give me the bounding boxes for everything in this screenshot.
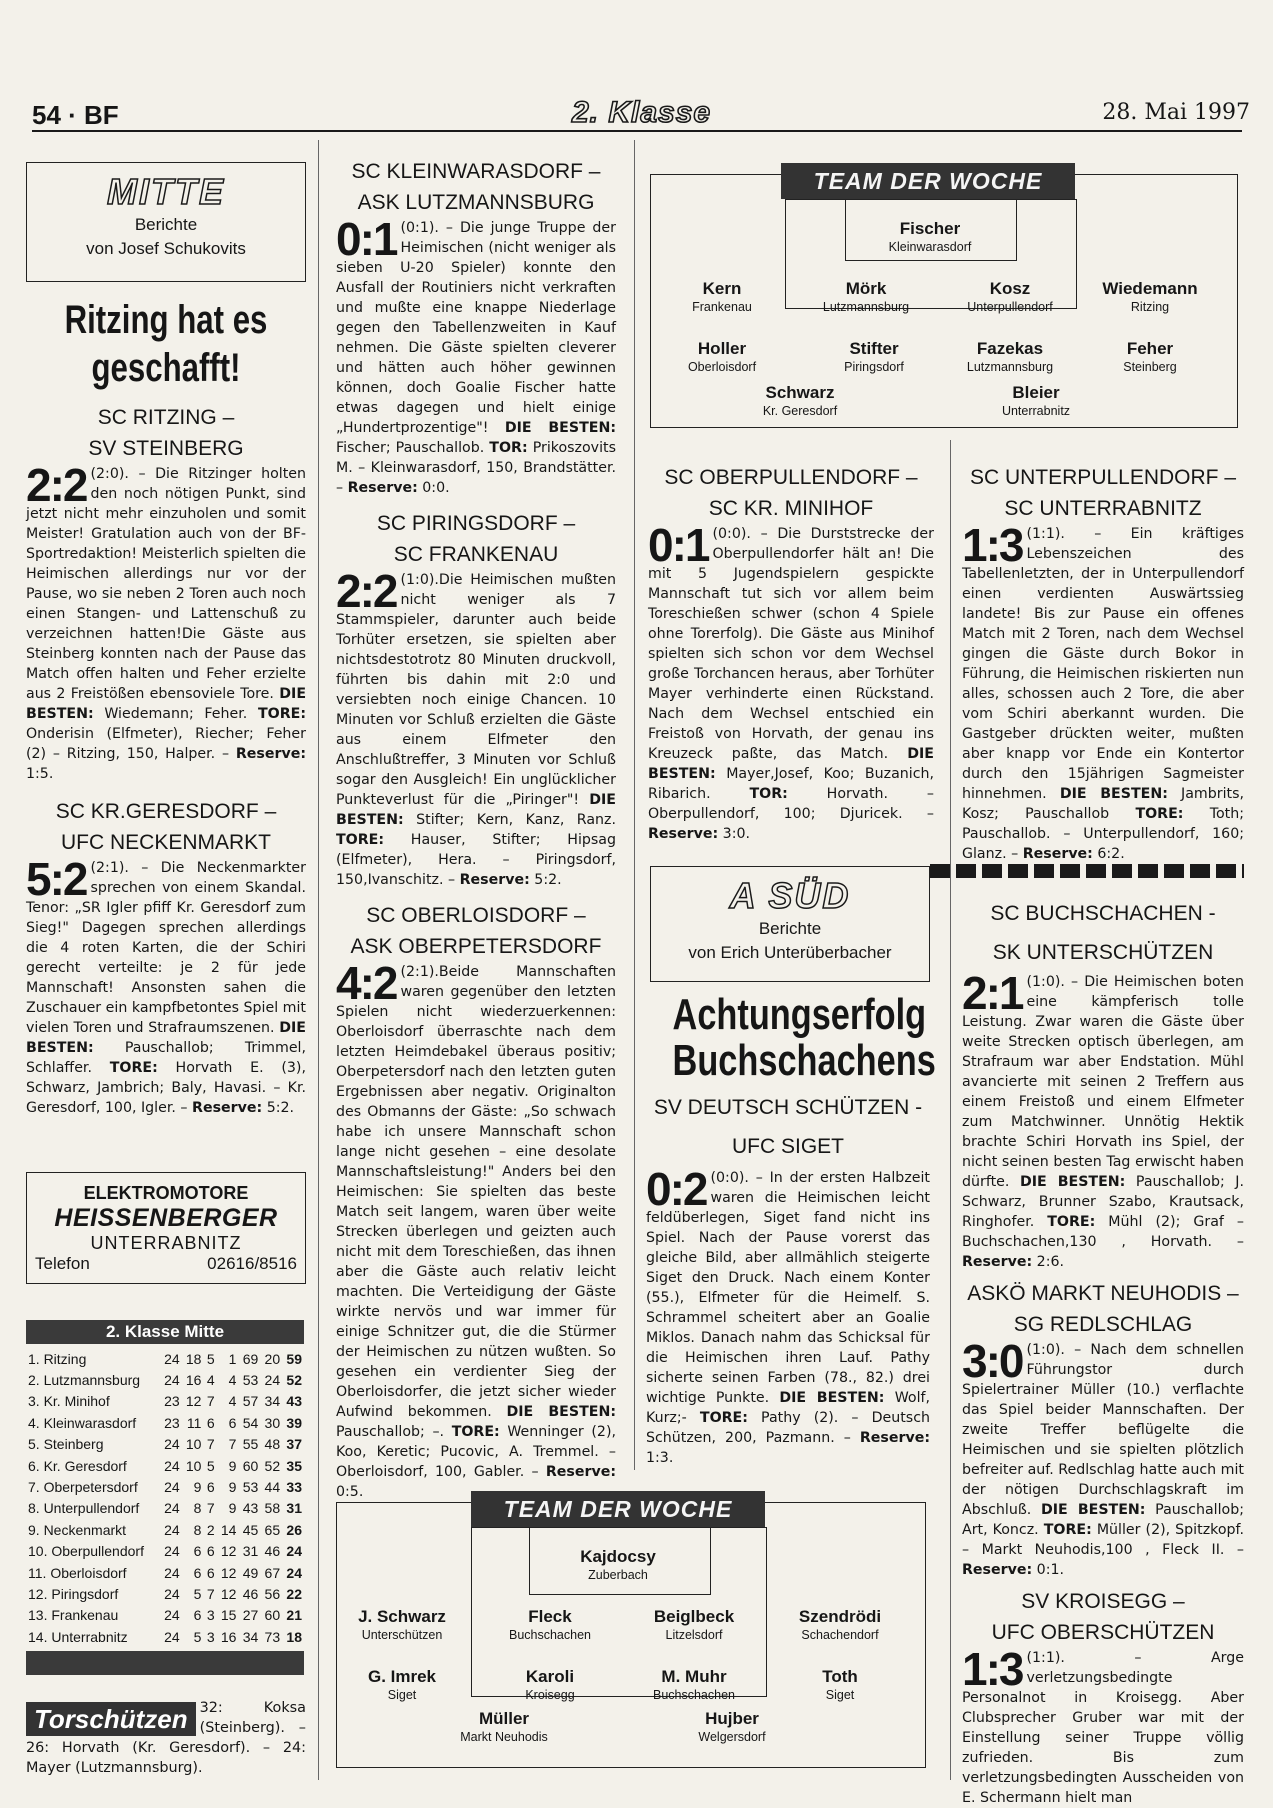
stat-cell: 60 <box>264 1607 281 1624</box>
match-heading: SC OBERPULLENDORF – <box>664 466 918 489</box>
stat-cell: 35 <box>286 1457 302 1474</box>
standings-row <box>26 1348 304 1369</box>
stat-cell: 31 <box>286 1500 302 1517</box>
stat-cell: 23 <box>164 1393 180 1410</box>
stat-cell: 10 <box>185 1436 202 1453</box>
stat-cell: 12 <box>220 1564 237 1581</box>
stat-cell: 6 <box>206 1564 215 1581</box>
match-heading: SC UNTERPULLENDORF – <box>969 466 1237 489</box>
team-name: 11. Oberloisdorf <box>28 1564 127 1581</box>
standings-row <box>26 1369 304 1390</box>
headline-ritzing: Ritzing hat es geschafft! <box>64 298 268 390</box>
stat-cell: 24 <box>286 1564 302 1581</box>
match-heading: ASK OBERPETERSDORF <box>350 935 602 958</box>
headline-buchschachen: Achtungserfolg Buchschachens <box>672 990 936 1085</box>
stat-cell: 24 <box>264 1372 281 1389</box>
team-name: 1. Ritzing <box>28 1350 87 1367</box>
standings-row <box>26 1412 304 1433</box>
standings-table <box>26 1320 304 1675</box>
stat-cell: 4 <box>228 1393 237 1410</box>
stat-cell: 26 <box>286 1521 302 1538</box>
match-report: 0:1 (0:0). – Die Durststrecke der Oberpullendorfer hält an! Die mit 5 Jugendspielern gespickte Mannschaft tut sich vor allem beim Toreschießen schwer (schon 4 Spiele ohne Torerfolg). Die Gäste aus Minihof spielten sich schon vor dem Wechsel große Torchancen heraus, aber Torhüter Mayer verhinderte einen Rückstand. Nach dem Wechsel entschied ein Freistoß von Horvath, der genau ins Kreuzeck paßte, das Match. DIE BESTEN: Mayer,Josef, Koo; Buzanich, Ribarich. TOR: Horvath. – Oberpullendorf, 100; Djuricek. – Reserve: 3:0. <box>648 519 934 842</box>
stat-cell: 9 <box>193 1479 202 1496</box>
standings-rows <box>26 1348 304 1647</box>
stat-cell: 27 <box>242 1607 259 1624</box>
stat-cell: 7 <box>228 1436 237 1453</box>
stat-cell: 43 <box>286 1393 302 1410</box>
match-score: 2:2 <box>336 565 397 617</box>
stat-cell: 24 <box>286 1543 302 1560</box>
team-player: Holler Oberloisdorf <box>687 339 757 374</box>
stat-cell: 6 <box>206 1414 215 1431</box>
stat-cell: 23 <box>164 1414 180 1431</box>
stat-cell: 59 <box>286 1350 302 1367</box>
stat-cell: 15 <box>220 1607 237 1624</box>
match-report: 3:0 (1:0). – Nach dem schnellen Führungstor durch Spielertrainer Müller (10.) verflachte das Spiel beider Mannschaften. Der zweite Treffer beflügelte die Heimischen und sie spielten plötzlich befreiter auf. Redlschlag hatte auch mit der nötigen Durchschlagskraft im Abschluß. DIE BESTEN: Pauschallob; Art, Koncz. TORE: Müller (2), Spitzkopf. – Markt Neuhodis,100 , Fleck II. – Reserve: 0:1. <box>962 1335 1245 1578</box>
stat-cell: 24 <box>164 1564 180 1581</box>
stat-cell: 20 <box>264 1350 281 1367</box>
stat-cell: 2 <box>206 1521 215 1538</box>
sued-author: von Erich Unterüberbacher <box>688 943 892 962</box>
stat-cell: 6 <box>193 1543 202 1560</box>
team-player: Beiglbeck Litzelsdorf <box>653 1607 735 1642</box>
match-heading: SC RITZING – <box>97 406 235 429</box>
stat-cell: 24 <box>164 1543 180 1560</box>
stat-cell: 11 <box>186 1414 202 1431</box>
stat-cell: 9 <box>228 1500 237 1517</box>
stat-cell: 30 <box>264 1414 281 1431</box>
scorers-title: Torschützen <box>26 1702 196 1736</box>
team-player: Fleck Buchschachen <box>508 1607 591 1642</box>
stat-cell: 55 <box>242 1436 259 1453</box>
stat-cell: 18 <box>185 1350 202 1367</box>
standings-row <box>26 1519 304 1540</box>
stat-cell: 9 <box>228 1479 237 1496</box>
team-title: TEAM DER WOCHE <box>781 163 1075 199</box>
team-name: 14. Unterrabnitz <box>28 1628 128 1645</box>
mitte-author: von Josef Schukovits <box>86 239 246 258</box>
stat-cell: 8 <box>193 1521 202 1538</box>
match-heading: SC KR.GERESDORF – <box>55 800 277 823</box>
stat-cell: 3 <box>206 1607 215 1624</box>
match-score: 0:1 <box>648 519 709 571</box>
team-name: 6. Kr. Geresdorf <box>28 1457 127 1474</box>
match-score: 1:3 <box>962 519 1023 571</box>
stat-cell: 24 <box>164 1607 180 1624</box>
stat-cell: 24 <box>164 1350 180 1367</box>
ad-line: ELEKTROMOTORE <box>83 1183 249 1203</box>
advertisement <box>26 1172 306 1284</box>
stat-cell: 1 <box>228 1350 237 1367</box>
stat-cell: 39 <box>286 1414 302 1431</box>
stat-cell: 7 <box>206 1393 215 1410</box>
stat-cell: 22 <box>286 1585 302 1602</box>
stat-cell: 24 <box>164 1436 180 1453</box>
stat-cell: 48 <box>264 1436 281 1453</box>
team-name: 3. Kr. Minihof <box>28 1393 110 1410</box>
stat-cell: 56 <box>264 1585 281 1602</box>
match-score: 0:2 <box>646 1163 707 1215</box>
section-title: 2. Klasse <box>572 96 712 129</box>
stat-cell: 5 <box>193 1585 202 1602</box>
stat-cell: 24 <box>164 1479 180 1496</box>
match-heading: SG REDLSCHLAG <box>1013 1313 1193 1336</box>
stat-cell: 9 <box>228 1457 237 1474</box>
team-player: Mörk Lutzmannsburg <box>822 279 910 314</box>
column-rule <box>318 140 319 1780</box>
column-4-lower <box>962 898 1244 1808</box>
stat-cell: 45 <box>242 1521 259 1538</box>
match-report: 1:3 (1:1). – Arge verletzungsbedingte Personalnot in Kroisegg. Aber Clubsprecher Gruber war mit der Einstellung seiner Truppe völlig zufrieden. Bis zum verletzungsbedingten Ausscheiden von E. Schermann hielt man <box>962 1643 1244 1806</box>
stat-cell: 4 <box>228 1372 237 1389</box>
match-heading: SV DEUTSCH SCHÜTZEN - <box>653 1096 923 1119</box>
standings-row <box>26 1391 304 1412</box>
column-4 <box>962 462 1244 864</box>
team-player: Karoli Kroisegg <box>525 1667 575 1702</box>
match-report: 2:2 (2:0). – Die Ritzinger holten den noch nötigen Punkt, sind jetzt nicht mehr einzuholen und somit Meister! Gratulation auch von der BF-Sportredaktion! Meisterlich spielten die Heimischen allerdings nur vor der Pause, wo sie neben 2 Toren auch noch einen Stangen- und Lattenschuß zu verzeichnen hatten!Die Gäste aus Steinberg konnten nach der Pause das Match offen halten und Feher erzielte aus 2 Freistößen ebensoviele Tore. DIE BESTEN: Wiedemann; Feher. TORE: Onderisin (Elfmeter), Riecher; Feher (2) – Ritzing, 150, Halper. – Reserve: 1:5. <box>26 459 307 782</box>
match-score: 1:3 <box>962 1643 1023 1695</box>
ad-place: UNTERRABNITZ <box>90 1233 242 1253</box>
match-heading: ASK LUTZMANNSBURG <box>357 191 595 214</box>
match-heading: UFC OBERSCHÜTZEN <box>991 1621 1215 1644</box>
team-title: TEAM DER WOCHE <box>471 1491 765 1527</box>
issue-date: 28. Mai 1997 <box>1102 100 1250 125</box>
standings-row <box>26 1626 304 1647</box>
team-player: Toth Siget <box>822 1667 858 1702</box>
team-player: G. Imrek Siget <box>367 1667 437 1702</box>
column-3-lower <box>640 992 936 1468</box>
match-score: 2:1 <box>962 967 1023 1019</box>
standings-row <box>26 1434 304 1455</box>
match-score: 0:1 <box>336 213 397 265</box>
stat-cell: 6 <box>206 1543 215 1560</box>
sued-box <box>650 866 930 982</box>
match-report: 2:1 (1:0). – Die Heimischen boten eine kämpferisch tolle Leistung. Zwar waren die Gäste über weite Strecken optisch überlegen, am Strafraum war aber Endstation. Mühl avancierte mit seinen 2 Treffern aus einem Freistoß und einem Elfmeter zum Matchwinner. Unnötig Hektik brachte Schiri Horvath ins Spiel, der nicht seinen besten Tag erwischt haben dürfte. DIE BESTEN: Pauschallob; J. Schwarz, Brunner Szabo, Krautsack, Ringhofer. TORE: Mühl (2); Graf – Buchschachen,130 , Horvath. – Reserve: 2:6. <box>962 967 1244 1270</box>
match-heading: SC OBERLOISDORF – <box>366 904 586 927</box>
stat-cell: 7 <box>206 1585 215 1602</box>
stat-cell: 4 <box>206 1372 215 1389</box>
stat-cell: 69 <box>242 1350 259 1367</box>
standings-footer-bar <box>26 1651 304 1675</box>
stat-cell: 24 <box>164 1628 180 1645</box>
match-report: 1:3 (1:1). – Ein kräftiges Lebenszeichen des Tabellenletzten, der in Unterpullendorf einen verdienten Auswärtssieg landete! Bis zur Pause ein offenes Match mit 2 Toren, nach dem Wechsel gingen die Gäste durch Bokor in Führung, die Heimischen riskierten nun alles, schossen auch 2 Tore, die aber vom Schiri aberkannt wurden. Die Gastgeber drückten weiter, mußten aber knapp vor Ende ein Kontertor durch den 15jährigen Sagmeister hinnehmen. DIE BESTEN: Jambrits, Kosz; Pauschallob TORE: Toth; Pauschallob. – Unterpullendorf, 160; Glanz. – Reserve: 6:2. <box>962 519 1244 862</box>
stat-cell: 12 <box>220 1585 237 1602</box>
standings-row <box>26 1498 304 1519</box>
stat-cell: 14 <box>220 1521 237 1538</box>
column-2 <box>336 156 616 1502</box>
stat-cell: 5 <box>206 1350 215 1367</box>
standings-row <box>26 1541 304 1562</box>
scorers: Torschützen 32: Koksa (Steinberg). – 26: Horvath (Kr. Geresdorf). – 24: Mayer (Lutzmannsburg). <box>26 1700 306 1776</box>
match-report: 0:1 (0:1). – Die junge Truppe der Heimischen (nicht weniger als sieben U-20 Spieler) konnte den Ausfall der Routiniers nicht verkraften und mußte eine knappe Niederlage gegen den Tabellenzweiten in Kauf nehmen. Die Gäste spielten cleverer und hätten auch höher gewinnen können, doch Goalie Fischer hatte etwas dagegen und hielt einige „Hundertprozentige"! DIE BESTEN: Fischer; Pauschallob. TOR: Prikoszovits M. – Kleinwarasdorf, 150, Brandstätter. – Reserve: 0:0. <box>336 213 617 496</box>
team-player: Müller Markt Neuhodis <box>460 1709 548 1744</box>
match-heading: ASKÖ MARKT NEUHODIS – <box>967 1282 1239 1305</box>
stat-cell: 12 <box>185 1393 202 1410</box>
ad-brand: HEISSENBERGER <box>54 1204 278 1232</box>
stat-cell: 53 <box>242 1479 259 1496</box>
standings-row <box>26 1583 304 1604</box>
stat-cell: 24 <box>164 1372 180 1389</box>
stat-cell: 34 <box>264 1393 281 1410</box>
match-heading: UFC SIGET <box>731 1135 844 1158</box>
match-report: 5:2 (2:1). – Die Neckenmarkter sprechen von einem Skandal. Tenor: „SR Igler pfiff Kr. Geresdorf zum Sieg!" Dagegen sprechen allerdings die 4 roten Karten, die der Schiri gerecht verteilte: je 2 für jede Mannschaft! Ansonsten sahen die Zuschauer ein kampfbetontes Spiel mit vielen Toren und Strafraumszenen. DIE BESTEN: Pauschallob; Trimmel, Schlaffer. TORE: Horvath E. (3), Schwarz, Jambrich; Baly, Havasi. – Kr. Geresdorf, 100, Igler. – Reserve: 5:2. <box>26 853 307 1116</box>
stat-cell: 67 <box>264 1564 281 1581</box>
match-report: 2:2 (1:0).Die Heimischen mußten nicht weniger als 7 Stammspieler, darunter auch beide Torhüter ersetzen, sie spielten aber nichtsdestotrotz 80 Minuten druckvoll, führten bis dahin mit 2:0 und versiebten noch einige Chancen. 10 Minuten vor Schluß erzielten die Gäste aus einem Elfmeter den Anschlußtreffer, 3 Minuten vor Schluß sogar den Ausgleich! Ein unglücklicher Punkteverlust für die „Piringer"! DIE BESTEN: Stifter; Kern, Kanz, Ranz. TORE: Hauser, Stifter; Hipsag (Elfmeter), Hera. – Piringsdorf, 150,Ivanschitz. – Reserve: 5:2. <box>336 565 616 888</box>
stat-cell: 73 <box>264 1628 281 1645</box>
mitte-subtitle: Berichte <box>134 215 198 234</box>
standings-row <box>26 1605 304 1626</box>
sued-subtitle: Berichte <box>758 919 822 938</box>
stat-cell: 46 <box>264 1543 281 1560</box>
stat-cell: 24 <box>164 1521 180 1538</box>
stat-cell: 31 <box>242 1543 259 1560</box>
team-player: J. Schwarz Unterschützen <box>358 1607 446 1642</box>
team-player: Feher Steinberg <box>1123 339 1177 374</box>
stat-cell: 5 <box>193 1628 202 1645</box>
match-score: 3:0 <box>962 1335 1023 1387</box>
match-score: 5:2 <box>26 853 87 905</box>
stat-cell: 54 <box>242 1414 259 1431</box>
team-name: 9. Neckenmarkt <box>28 1521 127 1538</box>
match-heading: SV STEINBERG <box>88 437 244 460</box>
standings-row <box>26 1455 304 1476</box>
team-player: Fischer Kleinwarasdorf <box>888 219 972 254</box>
stat-cell: 8 <box>193 1500 202 1517</box>
team-player: M. Muhr Buchschachen <box>652 1667 735 1702</box>
stat-cell: 6 <box>206 1479 215 1496</box>
stat-cell: 7 <box>206 1500 215 1517</box>
match-heading: SK UNTERSCHÜTZEN <box>992 941 1214 964</box>
stat-cell: 12 <box>220 1543 237 1560</box>
team-player: Kajdocsy Zuberbach <box>580 1547 656 1582</box>
team-name: 7. Oberpetersdorf <box>28 1479 138 1496</box>
stat-cell: 18 <box>286 1628 302 1645</box>
separator-bar <box>930 864 1244 878</box>
mitte-title: MITTE <box>107 171 225 212</box>
team-name: 2. Lutzmannsburg <box>28 1372 141 1389</box>
stat-cell: 24 <box>164 1585 180 1602</box>
stat-cell: 7 <box>206 1436 215 1453</box>
team-name: 4. Kleinwarasdorf <box>28 1414 137 1431</box>
stat-cell: 49 <box>242 1564 259 1581</box>
team-name: 12. Piringsdorf <box>28 1585 119 1602</box>
stat-cell: 6 <box>193 1607 202 1624</box>
stat-cell: 46 <box>242 1585 259 1602</box>
match-heading: SC FRANKENAU <box>393 543 559 566</box>
stat-cell: 24 <box>164 1500 180 1517</box>
stat-cell: 58 <box>264 1500 281 1517</box>
stat-cell: 16 <box>185 1372 202 1389</box>
standings-row <box>26 1562 304 1583</box>
stat-cell: 65 <box>264 1521 281 1538</box>
stat-cell: 44 <box>264 1479 281 1496</box>
stat-cell: 52 <box>286 1372 302 1389</box>
stat-cell: 57 <box>242 1393 259 1410</box>
page-number: 54 · BF <box>32 100 119 130</box>
stat-cell: 6 <box>193 1564 202 1581</box>
column-rule <box>950 440 951 1780</box>
match-score: 2:2 <box>26 459 87 511</box>
team-name: 8. Unterpullendorf <box>28 1500 140 1517</box>
stat-cell: 21 <box>286 1607 302 1624</box>
team-name: 10. Oberpullendorf <box>28 1543 144 1560</box>
stat-cell: 37 <box>286 1436 302 1453</box>
stat-cell: 34 <box>242 1628 259 1645</box>
stat-cell: 24 <box>164 1457 180 1474</box>
column-3 <box>648 462 934 844</box>
match-report: 4:2 (2:1).Beide Mannschaften waren gegenüber den letzten Spielen nicht wiederzuerkennen: Oberloisdorf überraschte nach dem letzten Heimdebakel überaus positiv; Oberpetersdorf nach den letzten guten Ergebnissen aber negativ. Originalton des Obmanns der Gäste: „So schwach habe ich unsere Mannschaft schon lange nicht gesehen – eine desolate Mannschaftsleistung!" Anders bei den Heimischen: Sie spielten das beste Match seit langem, waren über weite Strecken überlegen und geizten auch nicht mit dem Toreschießen, das ihnen aber die Gäste auch relativ leicht machten. Die Verteidigung der Gäste wirkte nervös und war immer für einige Schnitzer gut, die die Stürmer der Heimischen zu nützen wußten. So gesehen ein verdienter Sieg der Oberloisdorfer, die jetzt sicher wieder Aufwind bekommen. DIE BESTEN: Pauschallob; –. TORE: Wenninger (2), Koo, Keretic; Pucovic, A. Tremmel. – Oberloisdorf, 100, Gabler. – Reserve: 0:5. <box>336 957 616 1500</box>
match-heading: SC BUCHSCHACHEN - <box>990 902 1216 925</box>
match-heading: SV KROISEGG – <box>1021 1590 1185 1613</box>
standings-title: 2. Klasse Mitte <box>26 1320 304 1344</box>
stat-cell: 53 <box>242 1372 259 1389</box>
standings-row <box>26 1476 304 1497</box>
team-player: Bleier Unterrabnitz <box>1001 383 1071 418</box>
stat-cell: 6 <box>228 1414 237 1431</box>
stat-cell: 43 <box>242 1500 259 1517</box>
match-heading: SC KR. MINIHOF <box>708 497 874 520</box>
mitte-box <box>26 162 306 282</box>
match-heading: UFC NECKENMARKT <box>60 831 271 854</box>
team-player: Kern Frankenau <box>692 279 752 314</box>
stat-cell: 33 <box>286 1479 302 1496</box>
team-player: Kosz Unterpullendorf <box>967 279 1053 314</box>
column-1 <box>26 162 306 1118</box>
match-heading: SC PIRINGSDORF – <box>376 512 576 535</box>
team-of-week-sued <box>336 1496 926 1768</box>
team-name: 13. Frankenau <box>28 1607 119 1624</box>
team-player: Schwarz Kr. Geresdorf <box>762 383 838 418</box>
stat-cell: 52 <box>264 1457 281 1474</box>
sued-title: A SÜD <box>729 875 851 916</box>
ad-phone: Telefon 02616/8516 <box>35 1254 297 1273</box>
stat-cell: 10 <box>185 1457 202 1474</box>
stat-cell: 5 <box>206 1457 215 1474</box>
team-player: Fazekas Lutzmannsburg <box>966 339 1054 374</box>
match-heading: SC KLEINWARASDORF – <box>351 160 601 183</box>
match-score: 4:2 <box>336 957 397 1009</box>
match-heading: SC UNTERRABNITZ <box>1004 497 1202 520</box>
team-player: Stifter Piringsdorf <box>844 339 904 374</box>
team-player: Wiedemann Ritzing <box>1102 279 1198 314</box>
page-header <box>32 96 1250 132</box>
stat-cell: 60 <box>242 1457 259 1474</box>
team-of-week-mitte <box>650 168 1238 428</box>
team-player: Hujber Welgersdorf <box>698 1709 766 1744</box>
match-report: 0:2 (0:0). – In der ersten Halbzeit waren die Heimischen leicht feldüberlegen, Siget fand nicht ins Spiel. Nach der Pause vorerst das gleiche Bild, aber allmählich steigerte Siget den Druck. Nach einem Konter (55.), Elfmeter für die Heimelf. S. Schrammel scheitert aber an Goalie Miklos. Danach nahm das Schicksal für die Heimischen ihren Lauf. Pathy sicherte seinen Farben (78., 82.) drei wichtige Punkte. DIE BESTEN: Wolf, Kurz;- TORE: Pathy (2). – Deutsch Schützen, 200, Pazmann. – Reserve: 1:3. <box>646 1163 931 1466</box>
team-player: Szendrödi Schachendorf <box>798 1607 882 1642</box>
column-rule <box>634 140 635 1470</box>
stat-cell: 3 <box>206 1628 215 1645</box>
team-name: 5. Steinberg <box>28 1436 104 1453</box>
stat-cell: 16 <box>220 1628 237 1645</box>
